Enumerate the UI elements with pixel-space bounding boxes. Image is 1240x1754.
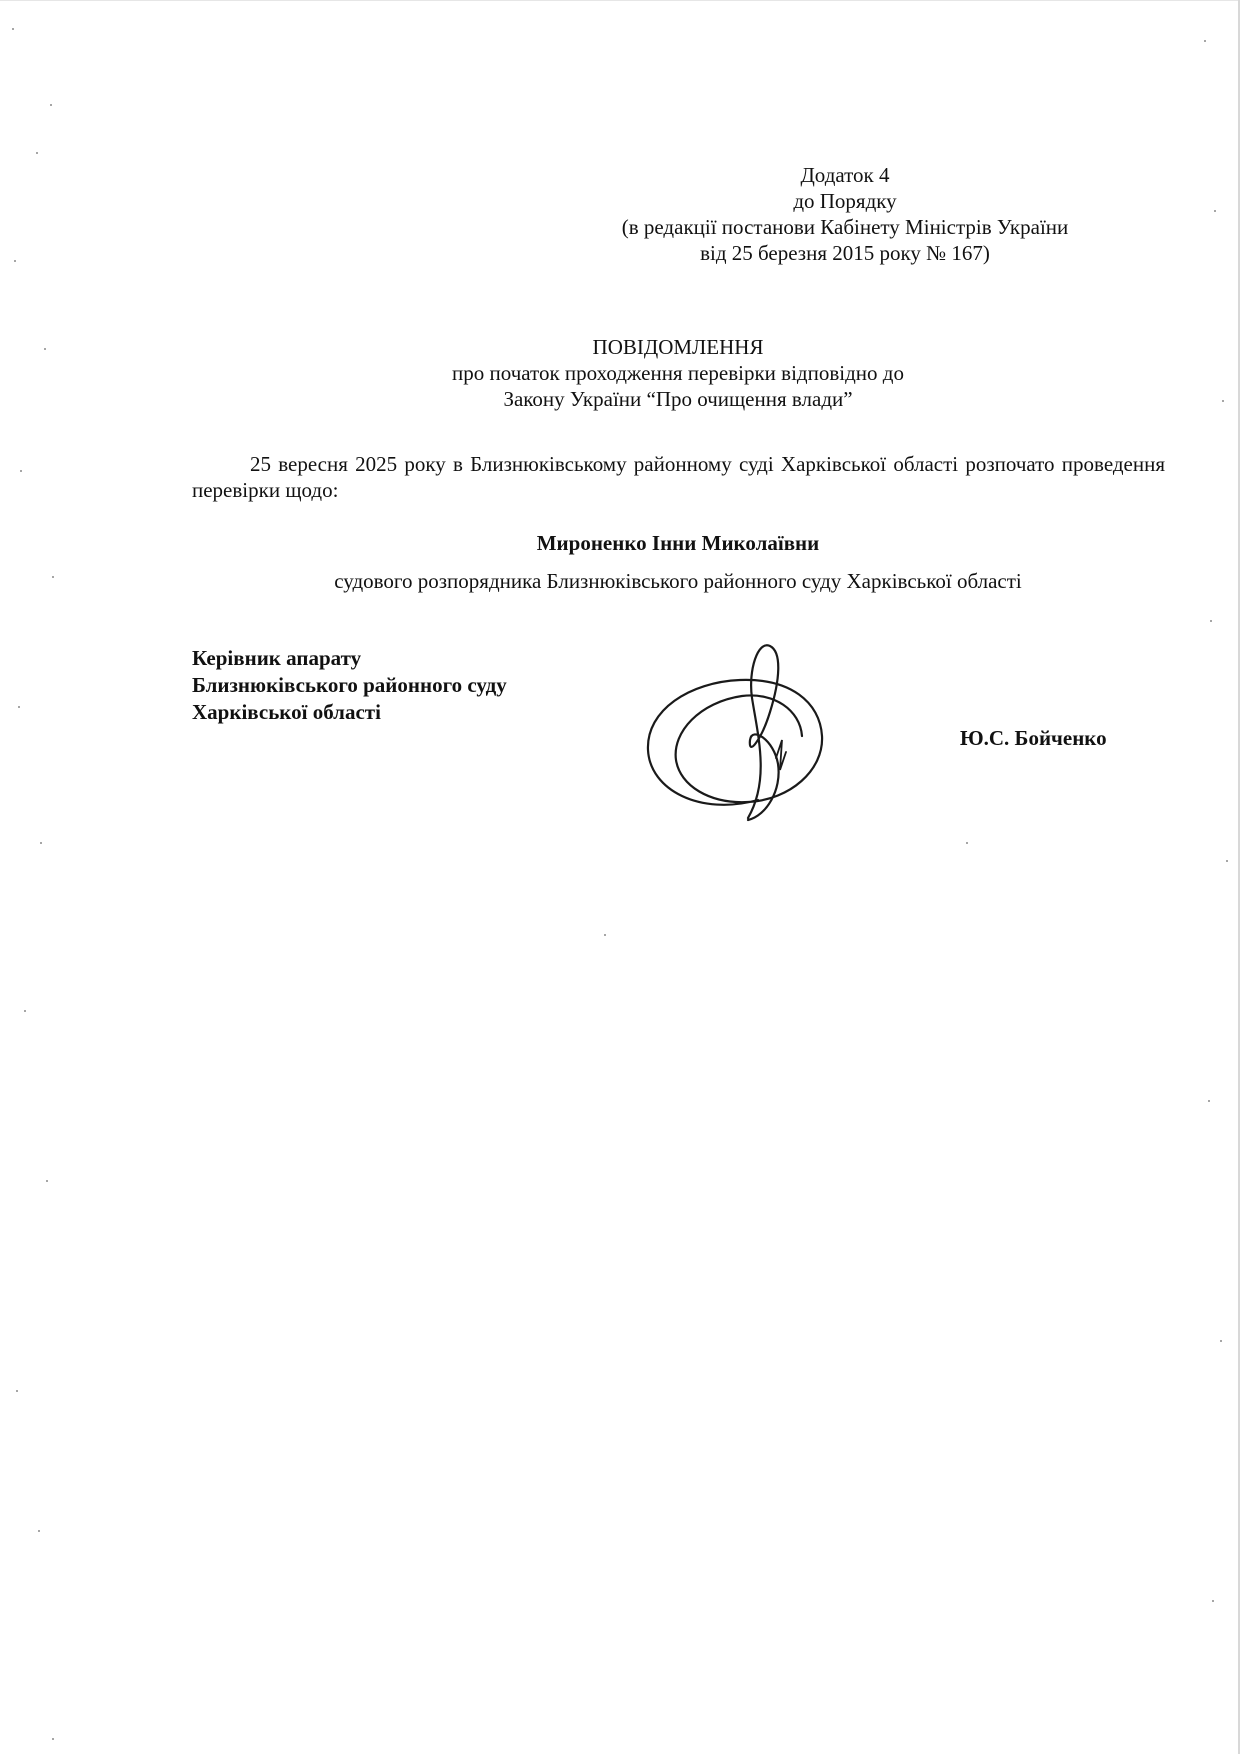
person-position: судового розпорядника Близнюківського районного суду Харківської області [334, 569, 1022, 593]
signer-title-line1: Керівник апарату [192, 646, 362, 670]
person-name: Мироненко Інни Миколаївни [536, 531, 820, 555]
appendix-resolution-date: від 25 березня 2015 року № 167) [700, 241, 990, 265]
signer-title-line3: Харківської області [192, 700, 381, 724]
handwritten-signature-icon [640, 640, 830, 822]
appendix-header [560, 162, 1130, 266]
appendix-number: Додаток 4 [800, 163, 890, 187]
notice-title-block [230, 334, 1126, 412]
notice-heading: ПОВІДОМЛЕННЯ [592, 335, 764, 359]
appendix-reference: до Порядку [793, 189, 897, 213]
body-paragraph: 25 вересня 2025 року в Близнюківському районному суді Харківської області розпочато проведення перевірки щодо: [192, 452, 1165, 502]
signer-title-block [192, 645, 507, 726]
signer-title-line2: Близнюківського районного суду [192, 673, 507, 697]
notice-subtitle-line1: про початок проходження перевірки відповідно до [452, 361, 904, 385]
appendix-edition: (в редакції постанови Кабінету Міністрів України [621, 215, 1069, 239]
notice-subtitle-line2: Закону України “Про очищення влади” [503, 387, 853, 411]
scan-border-top [0, 0, 1240, 1]
signer-name: Ю.С. Бойченко [960, 726, 1107, 750]
